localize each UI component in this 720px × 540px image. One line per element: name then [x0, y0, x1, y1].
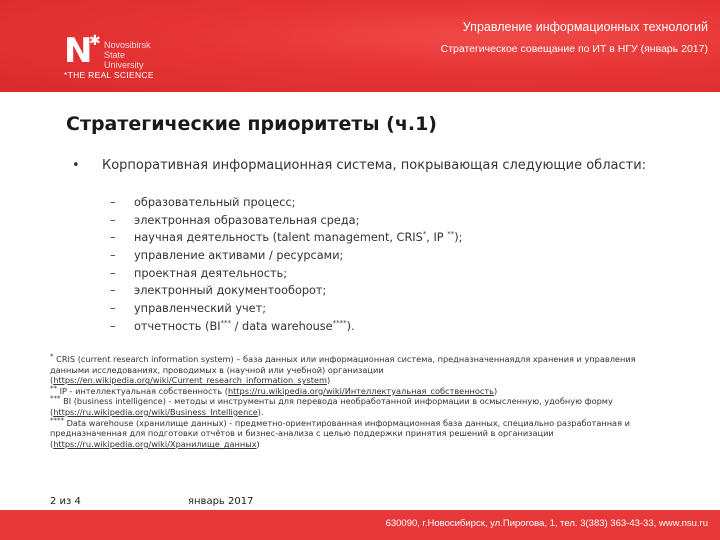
- dash-icon: –: [110, 319, 116, 333]
- footnotes: [50, 354, 650, 449]
- dash-icon: –: [110, 302, 116, 316]
- footer-bar: [0, 510, 720, 540]
- list-item: – управленческий учет;: [110, 300, 462, 318]
- dash-icon: –: [110, 284, 116, 298]
- list-item: – образовательный процесс;: [110, 194, 462, 212]
- list-item: – проектная деятельность;: [110, 265, 462, 283]
- list-item: – управление активами / ресурсами;: [110, 247, 462, 265]
- list-item: – электронный документооборот;: [110, 282, 462, 300]
- list-item: – электронная образовательная среда;: [110, 212, 462, 230]
- footnote-ip: ** IP - интеллектуальная собственность (https://ru.wikipedia.org/wiki/Интеллектуальная_собственность): [50, 384, 498, 396]
- logo-tagline: *THE REAL SCIENCE: [64, 70, 154, 80]
- logo-letter: N: [64, 31, 92, 71]
- logo-university-name: Novosibirsk State University: [104, 40, 151, 70]
- dash-icon: –: [110, 213, 116, 227]
- header-subtitle: Стратегическое совещание по ИТ в НГУ (январь 2017): [440, 43, 708, 55]
- sub-list: [110, 194, 462, 336]
- dash-icon: –: [110, 266, 116, 280]
- dash-icon: –: [110, 196, 116, 209]
- bullet-text: Корпоративная информационная система, покрывающая следующие области:: [102, 158, 647, 173]
- footnote-bi: *** BI (business intelligence) - методы и инструменты для перевода необработанной информации в осмысленную, удобную форму (https://ru.wikipedia.org/wiki/Business_Intelligence).: [50, 394, 613, 417]
- footnote-link-cris[interactable]: https://en.wikipedia.org/wiki/Current_research_information_system: [53, 375, 327, 386]
- header-banner: [0, 0, 720, 92]
- logo-star-icon: ✱: [89, 33, 101, 49]
- bullet-icon: •: [72, 158, 80, 173]
- footer-address: 630090, г.Новосибирск, ул.Пирогова, 1, тел. 3(383) 363-43-33, www.nsu.ru: [385, 518, 708, 529]
- footnote-cris: * CRIS (current research information system) – база данных или информационная система, предназначеннаядля хранения и управления данными исследованиях, проводимых в (научной или учебной) организации (https://en.wikipedia.org/wiki/Current_research_information_system): [50, 352, 636, 386]
- list-item: – отчетность (BI*** / data warehouse****).: [110, 318, 462, 336]
- footnote-dw: **** Data warehouse (хранилище данных) - предметно-ориентированная информационная база данных, специально разработанная и предназначенная для подготовки отчётов и бизнес-анализа с целью поддержки принятия решений в организации (https://ru.wikipedia.org/wiki/Хранилище_данных): [50, 415, 630, 449]
- page-number: 2 из 4: [50, 496, 81, 507]
- footer-date: январь 2017: [188, 496, 254, 507]
- slide-title: Стратегические приоритеты (ч.1): [66, 113, 437, 135]
- footnote-link-ip[interactable]: https://ru.wikipedia.org/wiki/Интеллектуальная_собственность: [227, 385, 495, 396]
- footnote-link-dw[interactable]: https://ru.wikipedia.org/wiki/Хранилище_данных: [53, 438, 257, 449]
- list-item: – научная деятельность (talent management, CRIS*, IP **);: [110, 229, 462, 247]
- header-title: Управление информационных технологий: [462, 20, 708, 34]
- dash-icon: –: [110, 231, 116, 245]
- footnote-link-bi[interactable]: https://ru.wikipedia.org/wiki/Business_Intelligence: [53, 406, 258, 417]
- dash-icon: –: [110, 249, 116, 263]
